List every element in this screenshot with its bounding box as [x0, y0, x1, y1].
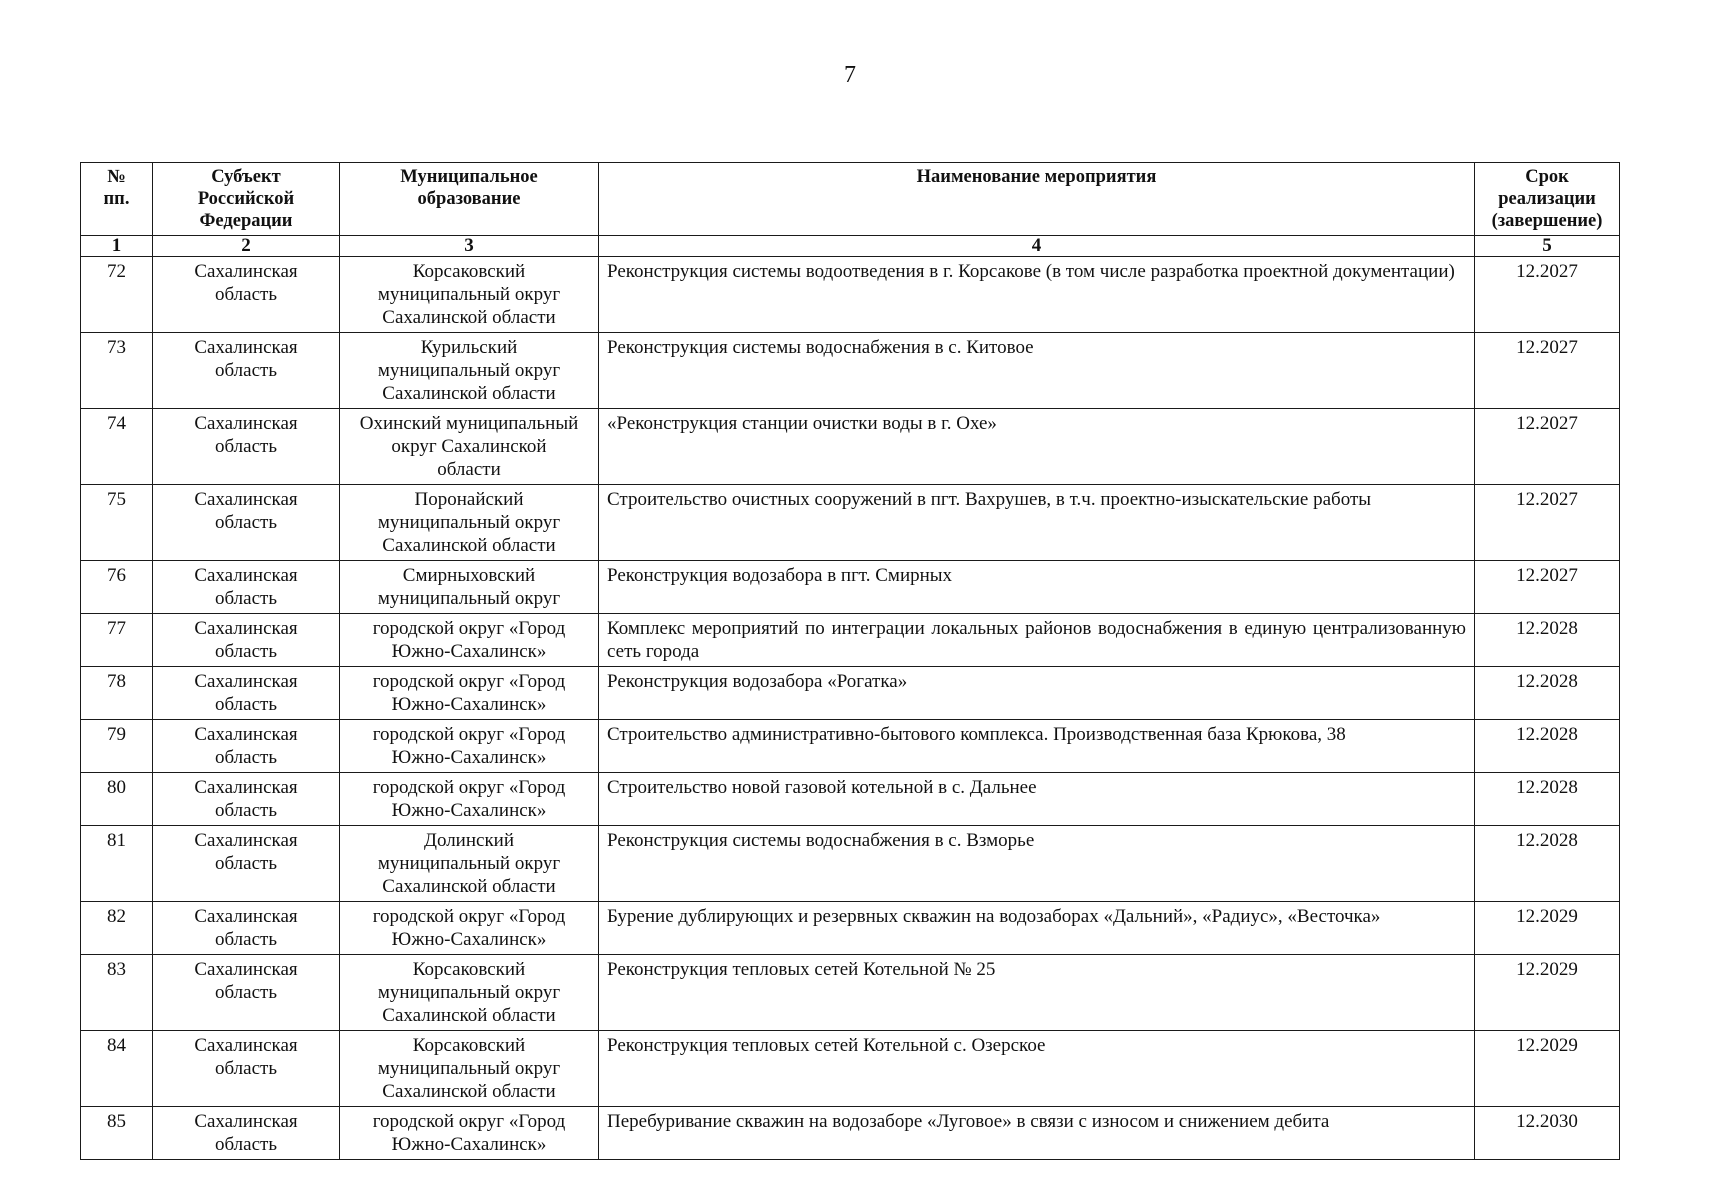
row-measure-name: Строительство новой газовой котельной в с. Дальнее [599, 773, 1475, 826]
row-municipality: городской округ «Город Южно-Сахалинск» [340, 773, 599, 826]
row-measure-name: Реконструкция тепловых сетей Котельной № 25 [599, 955, 1475, 1031]
row-subject: Сахалинская область [153, 955, 340, 1031]
row-term: 12.2028 [1475, 614, 1620, 667]
row-municipality: городской округ «Город Южно-Сахалинск» [340, 720, 599, 773]
row-term: 12.2027 [1475, 333, 1620, 409]
row-municipality: городской округ «Город Южно-Сахалинск» [340, 614, 599, 667]
row-subject: Сахалинская область [153, 485, 340, 561]
row-number: 75 [81, 485, 153, 561]
row-municipality: Курильский муниципальный округ Сахалинской области [340, 333, 599, 409]
table-row [81, 826, 1620, 902]
row-number: 72 [81, 257, 153, 333]
row-term: 12.2028 [1475, 720, 1620, 773]
row-term: 12.2028 [1475, 667, 1620, 720]
row-term: 12.2029 [1475, 1031, 1620, 1107]
row-municipality: Корсаковский муниципальный округ Сахалинской области [340, 257, 599, 333]
row-measure-name: Комплекс мероприятий по интеграции локальных районов водоснабжения в единую централизованную сеть города [599, 614, 1475, 667]
row-subject: Сахалинская область [153, 1031, 340, 1107]
row-number: 77 [81, 614, 153, 667]
header-num: № пп. [81, 163, 153, 236]
table-row [81, 333, 1620, 409]
row-subject: Сахалинская область [153, 409, 340, 485]
row-measure-name: Перебуривание скважин на водозаборе «Луговое» в связи с износом и снижением дебита [599, 1107, 1475, 1160]
row-number: 81 [81, 826, 153, 902]
table-row [81, 955, 1620, 1031]
row-subject: Сахалинская область [153, 1107, 340, 1160]
row-number: 78 [81, 667, 153, 720]
column-number: 1 [81, 236, 153, 257]
header-term: Срок реализации (завершение) [1475, 163, 1620, 236]
row-measure-name: Строительство очистных сооружений в пгт. Вахрушев, в т.ч. проектно-изыскательские работы [599, 485, 1475, 561]
row-number: 82 [81, 902, 153, 955]
row-measure-name: «Реконструкция станции очистки воды в г. Охе» [599, 409, 1475, 485]
row-subject: Сахалинская область [153, 561, 340, 614]
row-measure-name: Реконструкция водозабора в пгт. Смирных [599, 561, 1475, 614]
table-header-row [81, 163, 1620, 236]
header-measure-name: Наименование мероприятия [599, 163, 1475, 236]
table-row [81, 720, 1620, 773]
row-term: 12.2030 [1475, 1107, 1620, 1160]
table-row [81, 409, 1620, 485]
row-number: 76 [81, 561, 153, 614]
row-municipality: городской округ «Город Южно-Сахалинск» [340, 1107, 599, 1160]
row-number: 84 [81, 1031, 153, 1107]
table-body [81, 236, 1620, 1160]
row-number: 83 [81, 955, 153, 1031]
row-term: 12.2028 [1475, 773, 1620, 826]
row-subject: Сахалинская область [153, 720, 340, 773]
row-municipality: городской округ «Город Южно-Сахалинск» [340, 667, 599, 720]
column-number: 3 [340, 236, 599, 257]
row-subject: Сахалинская область [153, 333, 340, 409]
row-measure-name: Строительство административно-бытового комплекса. Производственная база Крюкова, 38 [599, 720, 1475, 773]
row-municipality: Поронайский муниципальный округ Сахалинской области [340, 485, 599, 561]
row-measure-name: Реконструкция системы водоснабжения в с. Китовое [599, 333, 1475, 409]
row-subject: Сахалинская область [153, 257, 340, 333]
row-subject: Сахалинская область [153, 826, 340, 902]
row-term: 12.2027 [1475, 561, 1620, 614]
measures-table [80, 162, 1620, 1160]
page-number: 7 [844, 62, 856, 88]
table-row [81, 614, 1620, 667]
row-number: 80 [81, 773, 153, 826]
row-measure-name: Реконструкция системы водоотведения в г. Корсакове (в том числе разработка проектной документации) [599, 257, 1475, 333]
row-term: 12.2027 [1475, 257, 1620, 333]
row-term: 12.2027 [1475, 409, 1620, 485]
table-row [81, 1031, 1620, 1107]
table-row [81, 561, 1620, 614]
row-subject: Сахалинская область [153, 773, 340, 826]
row-municipality: Корсаковский муниципальный округ Сахалинской области [340, 955, 599, 1031]
row-term: 12.2029 [1475, 902, 1620, 955]
row-subject: Сахалинская область [153, 667, 340, 720]
table-row [81, 485, 1620, 561]
row-subject: Сахалинская область [153, 902, 340, 955]
header-subject: Субъект Российской Федерации [153, 163, 340, 236]
row-municipality: Долинский муниципальный округ Сахалинской области [340, 826, 599, 902]
row-municipality: Охинский муниципальный округ Сахалинской области [340, 409, 599, 485]
row-number: 74 [81, 409, 153, 485]
row-municipality: городской округ «Город Южно-Сахалинск» [340, 902, 599, 955]
column-number: 5 [1475, 236, 1620, 257]
header-municipality: Муниципальное образование [340, 163, 599, 236]
column-number: 2 [153, 236, 340, 257]
row-number: 85 [81, 1107, 153, 1160]
table-row [81, 902, 1620, 955]
row-number: 79 [81, 720, 153, 773]
row-measure-name: Реконструкция системы водоснабжения в с. Взморье [599, 826, 1475, 902]
row-measure-name: Бурение дублирующих и резервных скважин на водозаборах «Дальний», «Радиус», «Весточка» [599, 902, 1475, 955]
table-row [81, 257, 1620, 333]
column-number-row [81, 236, 1620, 257]
table-row [81, 667, 1620, 720]
table-row [81, 1107, 1620, 1160]
column-number: 4 [599, 236, 1475, 257]
row-measure-name: Реконструкция тепловых сетей Котельной с. Озерское [599, 1031, 1475, 1107]
row-term: 12.2028 [1475, 826, 1620, 902]
row-number: 73 [81, 333, 153, 409]
row-term: 12.2029 [1475, 955, 1620, 1031]
row-subject: Сахалинская область [153, 614, 340, 667]
row-municipality: Смирныховский муниципальный округ [340, 561, 599, 614]
row-measure-name: Реконструкция водозабора «Рогатка» [599, 667, 1475, 720]
row-municipality: Корсаковский муниципальный округ Сахалинской области [340, 1031, 599, 1107]
row-term: 12.2027 [1475, 485, 1620, 561]
table-row [81, 773, 1620, 826]
